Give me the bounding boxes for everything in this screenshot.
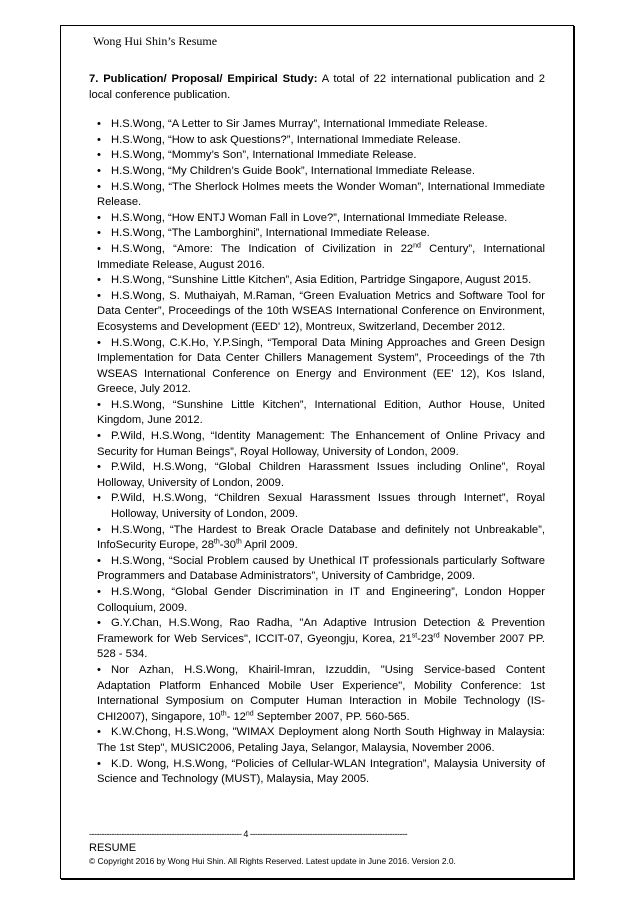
publication-text: H.S.Wong, “Mommy’s Son”, International Immediate Release. [111, 149, 417, 162]
bullet-icon: • [97, 211, 101, 224]
publication-section [89, 72, 545, 788]
publication-text: -30 [219, 539, 236, 552]
publication-item [89, 289, 545, 336]
publication-item [89, 757, 545, 788]
publication-text: H.S.Wong, “My Children’s Guide Book”, International Immediate Release. [111, 164, 475, 177]
publication-item [89, 117, 545, 133]
section-intro: A total of 22 international publication and 2 local conference publication. [89, 73, 546, 101]
publication-item [89, 460, 545, 491]
publication-text: H.S.Wong, “Global Gender Discrimination in IT and Engineering”, London Hopper Colloquium, 2009. [97, 586, 545, 614]
bullet-icon: • [97, 617, 101, 630]
publication-text: Nor Azhan, H.S.Wong, Khairil-Imran, Izzuddin, "Using Service-based Content Adaptation Platform Enhanced Mobile User Experience", Mobility Conference: 1st International Symposium on Computer Human Interaction in Mobile Technology (IS-CHI2007), Singapore, 10 [97, 663, 545, 723]
publication-text: H.S.Wong, “How ENTJ Woman Fall in Love?”, International Immediate Release. [111, 211, 508, 224]
publication-item [89, 336, 545, 398]
section-heading [89, 72, 545, 103]
bullet-icon: • [97, 757, 101, 770]
publication-item [89, 133, 545, 149]
publication-item [89, 616, 545, 663]
bullet-icon: • [97, 430, 101, 443]
publication-text: H.S.Wong, “Sunshine Little Kitchen”, International Edition, Author House, United Kingdom, June 2012. [97, 398, 545, 427]
publication-text: H.S.Wong, “The Hardest to Break Oracle Database and definitely not Unbreakable”, InfoSecurity Europe, 28 [97, 523, 545, 552]
publication-text: P.Wild, H.S.Wong, “Children Sexual Harassment Issues through Internet”, Royal Holloway, University of London, 2009. [111, 492, 545, 521]
publication-text: st [411, 632, 418, 640]
publication-text: nd [245, 710, 254, 718]
publication-item [89, 554, 545, 585]
publication-text: -23 [417, 632, 434, 645]
publication-text: G.Y.Chan, H.S.Wong, Rao Radha, "An Adaptive Intrusion Detection & Prevention Framework for Web Services", ICCIT-07, Gyeongju, Korea, 21 [97, 617, 545, 645]
bullet-icon: • [97, 336, 101, 349]
publication-text: rd [433, 632, 440, 640]
publication-item [89, 585, 545, 616]
bullet-icon: • [97, 492, 101, 505]
publication-text: H.S.Wong, “Sunshine Little Kitchen”, Asia Edition, Partridge Singapore, August 2015. [111, 274, 532, 287]
publication-item [89, 164, 545, 180]
publication-text: April 2009. [241, 539, 298, 552]
publication-item [89, 226, 545, 242]
publication-item [89, 148, 545, 164]
publication-item [89, 242, 545, 273]
publication-text: H.S.Wong, S. Muthaiyah, M.Raman, “Green Evaluation Metrics and Software Tool for Data Center”, Proceedings of the 10th WSEAS International Conference on Environment, Ecosystems and Development (EED' 12), Montreux, Switzerland, December 2012. [97, 289, 545, 333]
footer-label: RESUME [89, 842, 137, 854]
bullet-icon: • [97, 289, 101, 302]
publication-text: H.S.Wong, “A Letter to Sir James Murray”, International Immediate Release. [111, 118, 488, 131]
publication-item [89, 180, 545, 211]
bullet-icon: • [97, 554, 101, 567]
publication-text: K.W.Chong, H.S.Wong, "WIMAX Deployment along North South Highway in Malaysia: The 1st Step", MUSIC2006, Petaling Jaya, Selangor, Malaysia, November 2006. [97, 726, 545, 754]
publication-item [89, 725, 545, 756]
bullet-icon: • [97, 523, 101, 536]
bullet-icon: • [97, 586, 101, 598]
publication-item [89, 211, 545, 227]
publication-text: - 12 [226, 710, 246, 723]
page-header-title: Wong Hui Shin’s Resume [93, 34, 218, 48]
publication-text: September 2007, PP. 560-565. [253, 710, 410, 723]
publication-text: K.D. Wong, H.S.Wong, “Policies of Cellular-WLAN Integration”, Malaysia University of Science and Technology (MUST), Malaysia, May 2005. [97, 757, 545, 786]
bullet-icon: • [97, 461, 101, 474]
publication-text: H.S.Wong, “The Lamborghini”, International Immediate Release. [111, 227, 430, 240]
bullet-icon: • [97, 149, 101, 162]
publication-text: November 2007 PP. 528 - 534. [97, 632, 545, 661]
publication-text: H.S.Wong, “The Sherlock Holmes meets the Wonder Woman”, International Immediate Release. [97, 180, 545, 209]
publication-text: Century”, International Immediate Release, August 2016. [97, 242, 545, 271]
footer-page-rule: ------------------------------------------------------------- 4 --------------------------------------------------------------- [89, 829, 408, 839]
publication-list [89, 117, 545, 788]
bullet-icon: • [97, 726, 101, 739]
footer-copyright: © Copyright 2016 by Wong Hui Shin. All Rights Reserved. Latest update in June 2016. Version 2.0. [89, 856, 456, 866]
bullet-icon: • [97, 118, 101, 131]
publication-text: H.S.Wong, “Social Problem caused by Unethical IT professionals particularly Software Programmers and Database Administrators”, University of Cambridge, 2009. [97, 554, 545, 583]
publication-text: th [220, 710, 227, 718]
publication-text: th [213, 538, 220, 546]
bullet-icon: • [97, 180, 101, 193]
publication-text: H.S.Wong, C.K.Ho, Y.P.Singh, “Temporal Data Mining Approaches and Green Design Implementation for Data Center Chillers Management System”, Proceedings of the 7th WSEAS International Conference on Energy and Environment (EE' 12), Kos Island, Greece, July 2012. [97, 336, 545, 396]
bullet-icon: • [97, 274, 101, 287]
section-heading-label: 7. Publication/ Proposal/ Empirical Study: [89, 73, 318, 85]
publication-text: nd [413, 242, 421, 250]
publication-item [89, 273, 545, 289]
publication-text: th [235, 538, 242, 546]
bullet-icon: • [97, 242, 101, 255]
publication-item [89, 429, 545, 460]
bullet-icon: • [97, 398, 101, 411]
publication-text: H.S.Wong, “Amore: The Indication of Civilization in 22 [111, 242, 414, 255]
publication-text: P.Wild, H.S.Wong, “Identity Management: The Enhancement of Online Privacy and Security for Human Beings”, Royal Holloway, University of London, 2009. [97, 430, 545, 458]
publication-text: P.Wild, H.S.Wong, “Global Children Harassment Issues including Online”, Royal Holloway, University of London, 2009. [97, 461, 545, 489]
publication-item [89, 398, 545, 429]
bullet-icon: • [97, 164, 101, 177]
publication-item [89, 523, 545, 554]
bullet-icon: • [97, 227, 101, 240]
publication-item [89, 663, 545, 725]
publication-text: H.S.Wong, “How to ask Questions?”, International Immediate Release. [111, 133, 461, 146]
publication-item [89, 491, 545, 522]
bullet-icon: • [97, 663, 101, 676]
bullet-icon: • [97, 133, 101, 146]
